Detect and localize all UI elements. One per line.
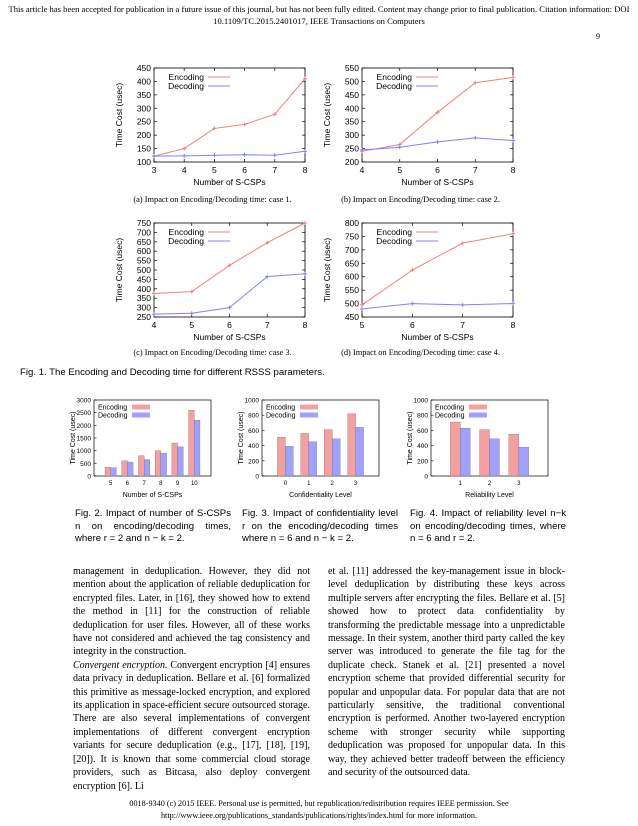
legend-swatch-decoding xyxy=(300,413,318,418)
y-tick-label: 250 xyxy=(344,143,359,154)
x-tick-label: 7 xyxy=(264,320,270,330)
y-tick-label: 2500 xyxy=(76,410,91,418)
x-axis-label: Number of S-CSPs xyxy=(401,177,474,187)
x-axis-label: Number of S-CSPs xyxy=(193,332,266,342)
x-axis-label: Number of S-CSPs xyxy=(193,177,266,187)
y-tick-label: 550 xyxy=(136,255,151,266)
data-point-encoding xyxy=(152,292,156,296)
data-point-decoding xyxy=(410,302,414,306)
legend-swatch-encoding xyxy=(300,405,318,410)
data-point-decoding xyxy=(303,149,307,153)
data-point-decoding xyxy=(473,136,477,140)
bar-decoding xyxy=(127,462,133,476)
page-number: 9 xyxy=(596,32,600,41)
x-tick-label: 6 xyxy=(125,481,130,487)
legend-label-encoding: Encoding xyxy=(376,227,412,237)
x-tick-label: 2 xyxy=(487,481,492,487)
fig1c-subcaption: (c) Impact on Encoding/Decoding time: case 3. xyxy=(133,348,292,357)
bar-decoding xyxy=(144,460,150,476)
y-tick-label: 250 xyxy=(136,312,151,322)
bar-encoding xyxy=(155,451,161,476)
y-axis-label: Time Cost (usec) xyxy=(238,411,245,465)
y-tick-label: 700 xyxy=(344,244,359,255)
y-tick-label: 500 xyxy=(136,265,151,275)
body-paragraph-1: management in deduplication. However, they did not mention about the application of reliable deduplication for encrypted files. Later, in [16], they showed how to extend the method in [11] for the construction of reliable deduplication for user files. However, all of these works have not considered and achieved the tag consistency and integrity in the construction. xyxy=(73,566,310,658)
y-tick-label: 600 xyxy=(136,246,151,257)
y-tick-label: 400 xyxy=(417,443,428,451)
y-tick-label: 450 xyxy=(136,274,151,285)
y-tick-label: 700 xyxy=(136,227,151,238)
data-point-encoding xyxy=(303,221,307,225)
series-line-decoding xyxy=(362,304,513,309)
y-tick-label: 300 xyxy=(136,302,151,313)
x-tick-label: 5 xyxy=(359,320,365,330)
bar-encoding xyxy=(450,422,460,476)
y-tick-label: 400 xyxy=(136,76,151,87)
bar-encoding xyxy=(172,443,178,476)
data-point-decoding xyxy=(243,153,247,157)
data-point-encoding xyxy=(511,75,515,79)
y-tick-label: 550 xyxy=(344,63,359,73)
bar-encoding xyxy=(509,434,519,476)
x-tick-label: 7 xyxy=(460,320,466,330)
y-tick-label: 350 xyxy=(136,293,151,304)
body-paragraph-2-text: Convergent encryption [4] ensures data privacy in deduplication. Bellare et al. [6] formalized this primitive as message-locked encryption, and explored its application in space-efficient secure outsourced storage. There are also several implementations of convergent implementations of different convergent encryption variants for secure deduplication (e.g., [17], [18], [19], [20]). It is known that some commercial cloud storage providers, such as Bitcasa, also deploy convergent encryption [6]. Li xyxy=(73,659,310,792)
fig4-caption-text: Fig. 4. Impact of reliability level n−k on encoding/decoding times, where n = 6 and r = 2. xyxy=(410,508,566,544)
fig1a-subcaption: (a) Impact on Encoding/Decoding time: case 1. xyxy=(133,195,292,204)
y-tick-label: 1000 xyxy=(76,448,91,456)
x-tick-label: 5 xyxy=(109,481,113,487)
y-axis-label: Time Cost (usec) xyxy=(114,82,124,148)
x-axis-label: Number of S-CSPs xyxy=(401,332,474,342)
data-point-decoding xyxy=(303,272,307,276)
data-point-decoding xyxy=(511,139,515,143)
x-tick-label: 2 xyxy=(330,481,334,487)
bar-decoding xyxy=(356,427,364,476)
bar-decoding xyxy=(460,428,470,476)
bar-encoding xyxy=(301,433,309,476)
body-paragraph-2 xyxy=(73,659,310,793)
y-tick-label: 800 xyxy=(417,412,428,420)
fig1b-chart xyxy=(318,60,523,192)
bar-encoding xyxy=(105,467,111,476)
bar-decoding xyxy=(332,439,340,476)
legend-label-encoding: Encoding xyxy=(168,227,204,237)
y-tick-label: 450 xyxy=(136,63,151,73)
data-point-encoding xyxy=(243,122,247,126)
y-axis-label: Time Cost (usec) xyxy=(70,411,77,465)
acceptance-notice xyxy=(8,3,630,27)
bar-decoding xyxy=(285,446,293,476)
bar-decoding xyxy=(194,420,200,476)
body-left-column xyxy=(73,565,310,793)
legend-label-decoding: Decoding xyxy=(266,412,296,420)
legend-label-encoding: Encoding xyxy=(435,404,465,412)
fig3-chart xyxy=(234,392,386,500)
y-tick-label: 400 xyxy=(248,443,259,451)
fig4-caption xyxy=(410,508,566,546)
x-tick-label: 5 xyxy=(397,165,403,175)
y-tick-label: 200 xyxy=(417,458,428,466)
x-tick-label: 9 xyxy=(175,481,180,487)
y-tick-label: 3000 xyxy=(76,397,91,405)
fig4-chart xyxy=(403,392,555,500)
x-tick-label: 4 xyxy=(359,165,365,175)
y-axis-label: Time Cost (usec) xyxy=(322,237,332,303)
y-tick-label: 350 xyxy=(344,116,359,127)
x-tick-label: 8 xyxy=(302,165,308,175)
x-tick-label: 3 xyxy=(517,481,521,487)
y-tick-label: 450 xyxy=(344,312,359,322)
legend-label-encoding: Encoding xyxy=(168,72,204,82)
y-tick-label: 0 xyxy=(87,473,91,481)
y-tick-label: 600 xyxy=(344,271,359,282)
legend-label-encoding: Encoding xyxy=(376,72,412,82)
y-tick-label: 1000 xyxy=(413,397,428,405)
y-tick-label: 150 xyxy=(136,143,151,154)
y-tick-label: 400 xyxy=(136,283,151,294)
x-axis-label: Reliability Level xyxy=(465,492,514,499)
copyright-footer-line2: http://www.ieee.org/publications_standards/publications/rights/index.html for more information. xyxy=(160,810,478,820)
y-tick-label: 200 xyxy=(136,130,151,141)
bar-encoding xyxy=(122,461,128,476)
y-tick-label: 250 xyxy=(136,116,151,127)
y-tick-label: 600 xyxy=(248,427,259,435)
y-tick-label: 650 xyxy=(136,236,151,247)
fig1b-subcaption: (b) Impact on Encoding/Decoding time: case 2. xyxy=(341,195,500,204)
legend-swatch-encoding xyxy=(469,405,487,410)
bar-decoding xyxy=(519,447,529,476)
x-tick-label: 6 xyxy=(227,320,232,330)
y-tick-label: 500 xyxy=(344,298,359,309)
y-tick-label: 200 xyxy=(344,157,359,167)
y-tick-label: 450 xyxy=(344,89,359,100)
fig2-chart xyxy=(66,392,218,500)
fig1d-subcaption: (d) Impact on Encoding/Decoding time: case 4. xyxy=(341,348,500,357)
fig2-caption-text: Fig. 2. Impact of number of S-CSPs n on encoding/decoding times, where r = 2 and n − k = 2. xyxy=(75,508,231,544)
acceptance-notice-line1: This article has been accepted for publication in a future issue of this journal, but has not been fully edited. Content may change prior to final publication. Citation information: DOI xyxy=(8,4,630,14)
y-tick-label: 800 xyxy=(344,218,359,228)
y-tick-label: 750 xyxy=(344,231,359,242)
x-tick-label: 7 xyxy=(142,481,146,487)
y-axis-label: Time Cost (usec) xyxy=(114,237,124,303)
bar-decoding xyxy=(178,447,184,476)
x-tick-label: 6 xyxy=(435,165,440,175)
data-point-decoding xyxy=(182,154,186,158)
bar-encoding xyxy=(480,430,490,476)
legend-label-decoding: Decoding xyxy=(98,412,128,420)
copyright-footer xyxy=(20,798,618,821)
legend-label-decoding: Decoding xyxy=(376,236,412,246)
x-tick-label: 8 xyxy=(159,481,163,487)
bar-decoding xyxy=(490,439,500,476)
x-tick-label: 1 xyxy=(458,481,462,487)
y-axis-label: Time Cost (usec) xyxy=(322,82,332,148)
y-tick-label: 1500 xyxy=(76,435,91,443)
y-tick-label: 300 xyxy=(344,130,359,141)
body-paragraph-3: et al. [11] addressed the key-management issue in block-level deduplication by distributing these keys across multiple servers after encrypting the files. Bellare et al. [5] showed how to protect data confidentiality by transforming the predictable message into a unpredictable message. In their system, another third party called the key server was introduced to generate the file tag for the duplicate check. Stanek et al. [21] presented a novel encryption scheme that provided differential security for popular and unpopular data. For popular data that are not particularly sensitive, the traditional conventional encryption is performed. Another two-layered encryption scheme with stronger security while supporting deduplication was proposed for unpopular data. In this way, they achieved better tradeoff between the efficiency and security of the outsourced data. xyxy=(328,566,565,779)
y-tick-label: 2000 xyxy=(76,422,91,430)
series-line-decoding xyxy=(362,138,513,150)
data-point-encoding xyxy=(511,232,515,236)
legend-label-decoding: Decoding xyxy=(168,81,204,91)
x-tick-label: 8 xyxy=(510,320,516,330)
bar-encoding xyxy=(324,430,332,476)
fig1d-chart xyxy=(318,215,523,347)
y-tick-label: 0 xyxy=(255,473,259,481)
legend-label-encoding: Encoding xyxy=(266,404,296,412)
data-point-decoding xyxy=(398,145,402,149)
data-point-decoding xyxy=(152,154,156,158)
y-tick-label: 300 xyxy=(136,103,151,114)
y-tick-label: 200 xyxy=(248,458,259,466)
legend-swatch-decoding xyxy=(469,413,487,418)
y-tick-label: 0 xyxy=(424,473,428,481)
data-point-encoding xyxy=(461,241,465,245)
section-heading-convergent-encryption: Convergent encryption. xyxy=(73,659,168,671)
bar-encoding xyxy=(277,437,285,476)
bar-decoding xyxy=(309,442,317,476)
legend-label-decoding: Decoding xyxy=(435,412,465,420)
legend-swatch-decoding xyxy=(132,413,150,418)
y-tick-label: 800 xyxy=(248,412,259,420)
fig1-caption: Fig. 1. The Encoding and Decoding time for different RSSS parameters. xyxy=(20,367,325,378)
x-tick-label: 0 xyxy=(283,481,288,487)
legend-swatch-encoding xyxy=(132,405,150,410)
data-point-decoding xyxy=(152,312,156,316)
body-right-column xyxy=(328,565,565,780)
x-tick-label: 8 xyxy=(302,320,308,330)
bar-encoding xyxy=(189,410,195,476)
x-tick-label: 6 xyxy=(409,320,415,330)
data-point-decoding xyxy=(212,153,216,157)
y-tick-label: 750 xyxy=(136,218,151,228)
y-tick-label: 350 xyxy=(136,89,151,100)
series-line-decoding xyxy=(154,151,305,156)
fig1c-chart xyxy=(110,215,315,347)
y-tick-label: 550 xyxy=(344,285,359,296)
data-point-decoding xyxy=(190,311,194,315)
y-tick-label: 500 xyxy=(344,76,359,87)
bar-encoding xyxy=(138,456,144,476)
data-point-decoding xyxy=(273,153,277,157)
bar-decoding xyxy=(161,453,167,476)
x-tick-label: 5 xyxy=(212,165,217,175)
legend-label-decoding: Decoding xyxy=(168,236,204,246)
copyright-footer-line1: 0018-9340 (c) 2015 IEEE. Personal use is permitted, but republication/redistribution requires IEEE permission. See xyxy=(129,799,509,808)
y-tick-label: 600 xyxy=(417,427,428,435)
x-tick-label: 4 xyxy=(151,320,157,330)
fig2-caption xyxy=(75,508,231,546)
x-axis-label: Number of S-CSPs xyxy=(122,492,183,499)
x-tick-label: 6 xyxy=(242,165,247,175)
x-tick-label: 1 xyxy=(307,481,311,487)
data-point-decoding xyxy=(360,307,364,311)
acceptance-notice-line2: 10.1109/TC.2015.2401017, IEEE Transactions on Computers xyxy=(213,16,425,26)
bar-decoding xyxy=(111,468,117,476)
y-tick-label: 1000 xyxy=(244,397,259,405)
fig3-caption xyxy=(242,508,398,546)
x-tick-label: 10 xyxy=(190,481,198,487)
x-tick-label: 7 xyxy=(272,165,278,175)
fig1a-chart xyxy=(110,60,315,192)
x-tick-label: 4 xyxy=(181,165,187,175)
y-tick-label: 400 xyxy=(344,103,359,114)
data-point-decoding xyxy=(436,140,440,144)
y-axis-label: Time Cost (usec) xyxy=(407,411,414,465)
x-tick-label: 3 xyxy=(353,481,358,487)
y-tick-label: 100 xyxy=(136,157,151,167)
bar-encoding xyxy=(348,414,356,476)
x-tick-label: 3 xyxy=(151,165,157,175)
y-tick-label: 650 xyxy=(344,258,359,269)
legend-label-encoding: Encoding xyxy=(98,404,128,412)
y-tick-label: 500 xyxy=(80,460,91,468)
fig3-caption-text: Fig. 3. Impact of confidentiality level r on the encoding/decoding times where n = 6 and n − k = 2. xyxy=(242,508,398,544)
x-axis-label: Confidentiality Level xyxy=(289,492,352,499)
x-tick-label: 7 xyxy=(472,165,478,175)
x-tick-label: 5 xyxy=(189,320,195,330)
legend-label-decoding: Decoding xyxy=(376,81,412,91)
data-point-decoding xyxy=(461,303,465,307)
data-point-decoding xyxy=(511,302,515,306)
x-tick-label: 8 xyxy=(510,165,516,175)
